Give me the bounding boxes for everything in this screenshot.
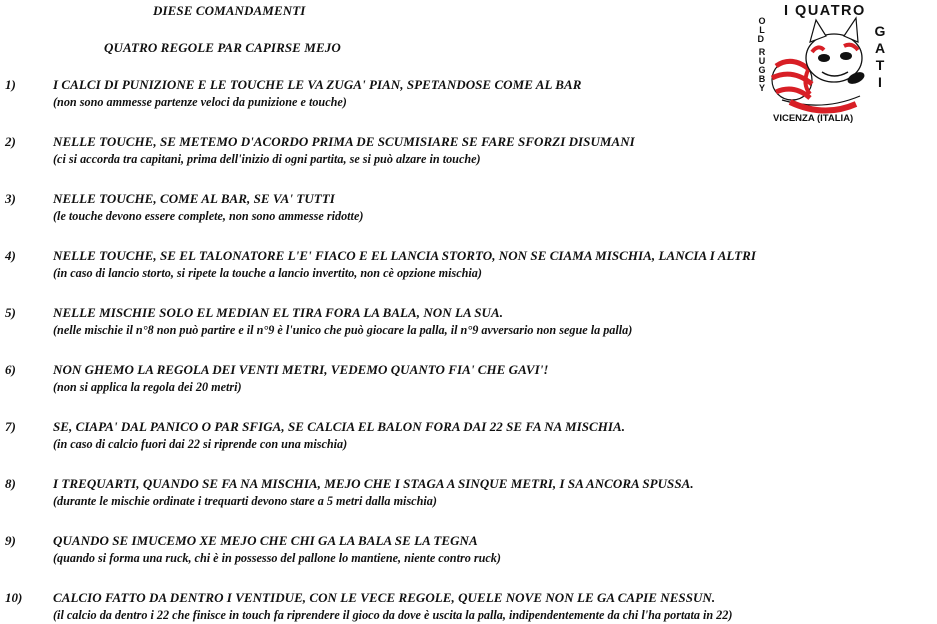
rule-number: 2) [5,134,16,149]
rule-number: 9) [5,533,16,548]
rule-translation: (in caso di calcio fuori dai 22 si riprende con una mischia) [53,437,348,451]
rule-text: QUANDO SE IMUCEMO XE MEJO CHE CHI GA LA BALA SE LA TEGNA [53,533,478,548]
rule-number: 8) [5,476,16,491]
rule-number: 10) [5,590,23,605]
rule-number: 5) [5,305,16,320]
rule-translation: (non si applica la regola dei 20 metri) [53,380,242,394]
logo-left-text: O L D R U G B Y [757,16,766,93]
document-subtitle: QUATRO REGOLE PAR CAPIRSE MEJO [104,40,341,55]
logo-top-text: I QUATRO [784,3,866,19]
rule-text: NON GHEMO LA REGOLA DEI VENTI METRI, VEDEMO QUANTO FIA' CHE GAVI'! [53,362,549,377]
rule-text: NELLE TOUCHE, SE METEMO D'ACORDO PRIMA DE SCUMISIARE SE FARE SFORZI DISUMANI [53,134,635,149]
rule-number: 1) [5,77,16,92]
rule-translation: (durante le mischie ordinate i trequarti devono stare a 5 metri dalla mischia) [53,494,437,508]
rule-text: I CALCI DI PUNIZIONE E LE TOUCHE LE VA ZUGA' PIAN, SPETANDOSE COME AL BAR [53,77,582,92]
logo-right-text: G A T I [874,23,886,90]
rule-text: CALCIO FATTO DA DENTRO I VENTIDUE, CON LE VECE REGOLE, QUELE NOVE NON LE GA CAPIE NESSUN. [53,590,716,605]
rule-translation: (non sono ammesse partenze veloci da punizione e touche) [53,95,347,109]
rule-number: 6) [5,362,16,377]
rule-text: NELLE MISCHIE SOLO EL MEDIAN EL TIRA FORA LA BALA, NON LA SUA. [53,305,504,320]
rule-number: 4) [5,248,16,263]
logo-bottom-text: VICENZA (ITALIA) [773,113,854,124]
rule-translation: (ci si accorda tra capitani, prima dell'inizio di ogni partita, se si può alzare in touche) [53,152,481,166]
rule-translation: (le touche devono essere complete, non sono ammesse ridotte) [53,209,364,223]
rule-translation: (quando si forma una ruck, chi è in possesso del pallone lo mantiene, niente contro ruck) [53,551,501,565]
rule-text: SE, CIAPA' DAL PANICO O PAR SFIGA, SE CALCIA EL BALON FORA DAI 22 SE FA NA MISCHIA. [53,419,625,434]
rule-number: 3) [5,191,16,206]
club-logo [752,0,937,125]
rule-translation: (il calcio da dentro i 22 che finisce in touch fa riprendere il gioco da dove è uscita la palla, indipendentemente da chi l'ha portata in 22) [53,608,733,622]
rule-translation: (nelle mischie il n°8 non può partire e il n°9 è l'unico che può giocare la palla, il n°9 avversario non segue la palla) [53,323,633,337]
rule-translation: (in caso di lancio storto, si ripete la touche a lancio invertito, non cè opzione mischia) [53,266,482,280]
document-title: DIESE COMANDAMENTI [153,3,306,18]
cat-mascot-icon [772,18,866,111]
rule-text: NELLE TOUCHE, SE EL TALONATORE L'E' FIACO E EL LANCIA STORTO, NON SE CIAMA MISCHIA, LANCIA I ALTRI [53,248,756,263]
rule-text: NELLE TOUCHE, COME AL BAR, SE VA' TUTTI [53,191,335,206]
rule-text: I TREQUARTI, QUANDO SE FA NA MISCHIA, MEJO CHE I STAGA A SINQUE METRI, I SA ANCORA SPUSSA. [53,476,694,491]
rule-number: 7) [5,419,16,434]
